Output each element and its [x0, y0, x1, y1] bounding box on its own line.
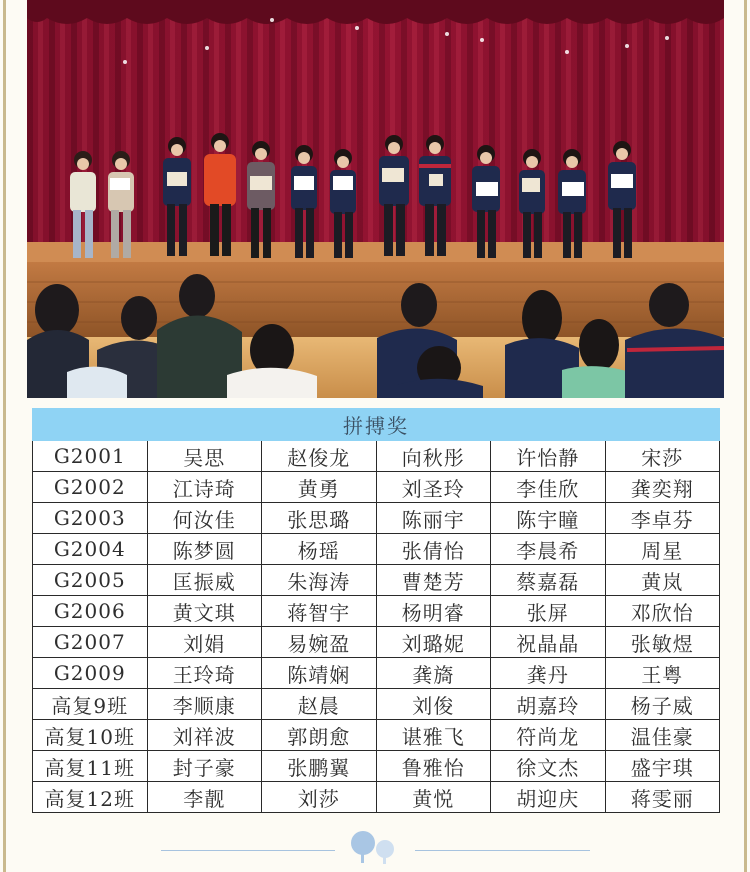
award-title: 拼搏奖	[33, 409, 720, 441]
student-name-cell: 王玲琦	[147, 658, 262, 689]
student-name-cell: 蒋智宇	[262, 596, 377, 627]
student-name-cell: 陈梦圆	[147, 534, 262, 565]
award-ceremony-photo	[27, 0, 724, 398]
table-row	[33, 782, 720, 813]
student-name-cell: 许怡静	[491, 441, 606, 472]
table-row	[33, 503, 720, 534]
student-name-cell: 黄悦	[376, 782, 491, 813]
student-name-cell: 江诗琦	[147, 472, 262, 503]
student-name-cell: 张鹏翼	[262, 751, 377, 782]
student-name-cell: 朱海涛	[262, 565, 377, 596]
student-name-cell: 李顺康	[147, 689, 262, 720]
student-name-cell: 龚旖	[376, 658, 491, 689]
table-row	[33, 627, 720, 658]
student-name-cell: 张倩怡	[376, 534, 491, 565]
student-name-cell: 张屏	[491, 596, 606, 627]
student-name-cell: 陈宇瞳	[491, 503, 606, 534]
class-cell: 高复12班	[33, 782, 148, 813]
student-name-cell: 张敏煜	[605, 627, 720, 658]
student-name-cell: 谌雅飞	[376, 720, 491, 751]
student-name-cell: 徐文杰	[491, 751, 606, 782]
student-name-cell: 陈靖娴	[262, 658, 377, 689]
table-row	[33, 565, 720, 596]
student-name-cell: 盛宇琪	[605, 751, 720, 782]
student-name-cell: 刘祥波	[147, 720, 262, 751]
class-cell: G2004	[33, 534, 148, 565]
student-name-cell: 陈丽宇	[376, 503, 491, 534]
student-name-cell: 温佳豪	[605, 720, 720, 751]
student-name-cell: 郭朗愈	[262, 720, 377, 751]
student-name-cell: 刘娟	[147, 627, 262, 658]
student-name-cell: 赵俊龙	[262, 441, 377, 472]
student-name-cell: 李佳欣	[491, 472, 606, 503]
student-name-cell: 李靓	[147, 782, 262, 813]
student-name-cell: 赵晨	[262, 689, 377, 720]
divider-line-right	[415, 850, 590, 851]
student-name-cell: 封子豪	[147, 751, 262, 782]
student-name-cell: 向秋彤	[376, 441, 491, 472]
award-table-body	[33, 441, 720, 813]
table-row	[33, 689, 720, 720]
student-name-cell: 黄岚	[605, 565, 720, 596]
student-name-cell: 刘璐妮	[376, 627, 491, 658]
student-name-cell: 祝晶晶	[491, 627, 606, 658]
class-cell: 高复10班	[33, 720, 148, 751]
student-name-cell: 刘俊	[376, 689, 491, 720]
table-row	[33, 720, 720, 751]
student-name-cell: 杨明睿	[376, 596, 491, 627]
student-name-cell: 曹楚芳	[376, 565, 491, 596]
table-row	[33, 534, 720, 565]
student-name-cell: 胡迎庆	[491, 782, 606, 813]
balloon-divider-icon	[349, 829, 399, 865]
class-cell: G2003	[33, 503, 148, 534]
class-cell: G2007	[33, 627, 148, 658]
table-row	[33, 441, 720, 472]
class-cell: G2005	[33, 565, 148, 596]
student-name-cell: 王粤	[605, 658, 720, 689]
page-border-left	[3, 0, 6, 872]
student-name-cell: 何汝佳	[147, 503, 262, 534]
student-name-cell: 黄勇	[262, 472, 377, 503]
award-table	[32, 408, 720, 813]
student-name-cell: 鲁雅怡	[376, 751, 491, 782]
table-row	[33, 751, 720, 782]
student-name-cell: 杨瑶	[262, 534, 377, 565]
class-cell: 高复11班	[33, 751, 148, 782]
student-name-cell: 黄文琪	[147, 596, 262, 627]
class-cell: G2009	[33, 658, 148, 689]
student-name-cell: 吴思	[147, 441, 262, 472]
student-name-cell: 刘圣玲	[376, 472, 491, 503]
student-name-cell: 符尚龙	[491, 720, 606, 751]
table-row	[33, 596, 720, 627]
table-row	[33, 658, 720, 689]
student-name-cell: 胡嘉玲	[491, 689, 606, 720]
student-name-cell: 易婉盈	[262, 627, 377, 658]
class-cell: 高复9班	[33, 689, 148, 720]
student-name-cell: 刘莎	[262, 782, 377, 813]
student-name-cell: 李晨希	[491, 534, 606, 565]
student-name-cell: 龚丹	[491, 658, 606, 689]
class-cell: G2006	[33, 596, 148, 627]
student-name-cell: 李卓芬	[605, 503, 720, 534]
student-name-cell: 张思璐	[262, 503, 377, 534]
class-cell: G2002	[33, 472, 148, 503]
table-row	[33, 472, 720, 503]
class-cell: G2001	[33, 441, 148, 472]
student-name-cell: 蔡嘉磊	[491, 565, 606, 596]
student-name-cell: 宋莎	[605, 441, 720, 472]
page-border-right	[744, 0, 747, 872]
student-name-cell: 蒋雯丽	[605, 782, 720, 813]
divider-line-left	[161, 850, 335, 851]
student-name-cell: 龚奕翔	[605, 472, 720, 503]
student-name-cell: 邓欣怡	[605, 596, 720, 627]
student-name-cell: 周星	[605, 534, 720, 565]
student-name-cell: 匡振威	[147, 565, 262, 596]
student-name-cell: 杨子威	[605, 689, 720, 720]
